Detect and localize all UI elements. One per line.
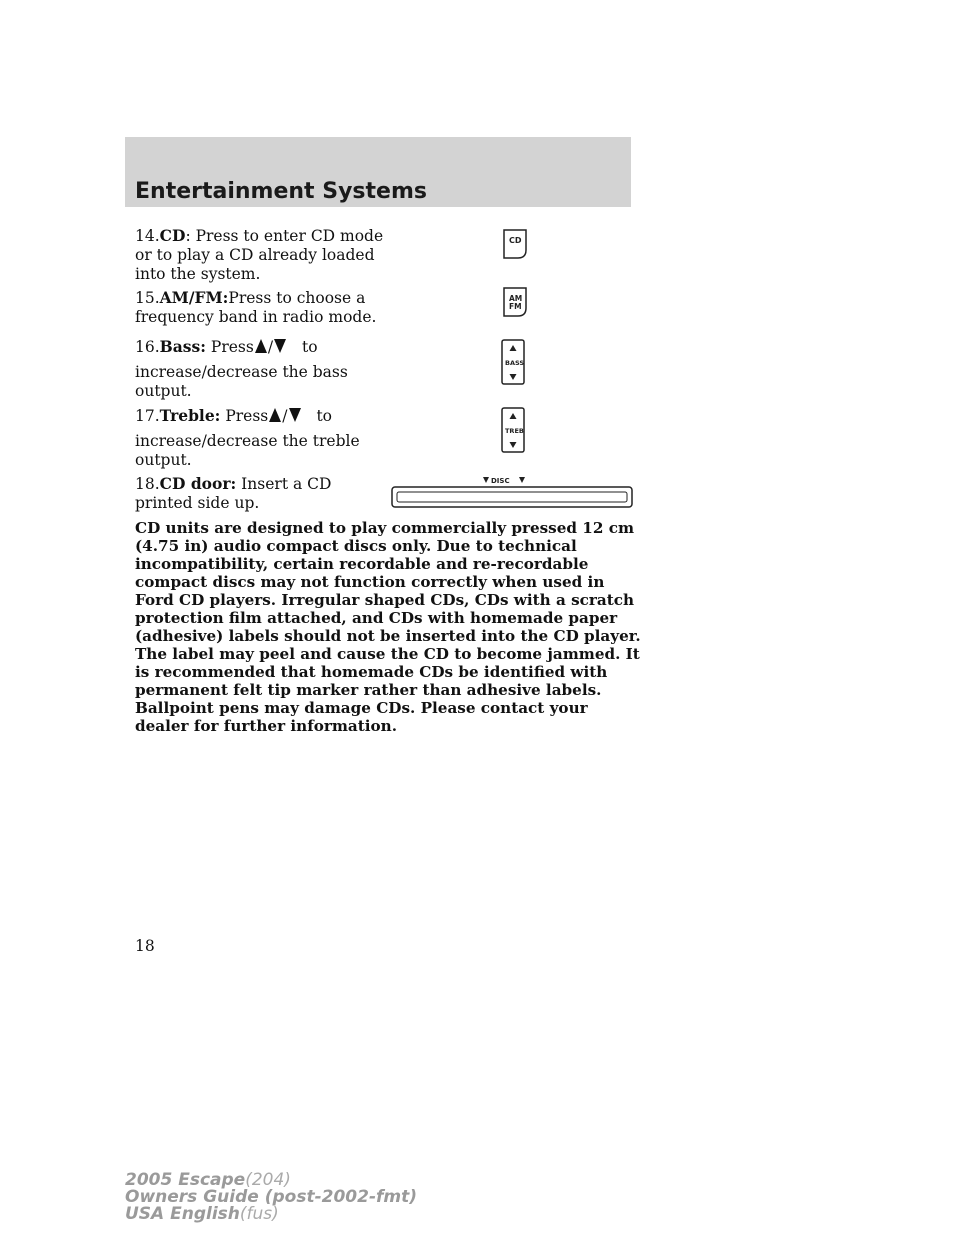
slash: /	[282, 407, 288, 425]
item-label: Bass:	[159, 337, 206, 356]
page-number: 18	[135, 937, 155, 955]
item-text: increase/decrease the bass output.	[135, 363, 348, 400]
cd-compatibility-note: CD units are designed to play commercially pressed 12 cm (4.75 in) audio compact discs only. Due to technical incompatibility, certain recordable and re-recordable compact discs may not function correctly when used in Ford CD players. Irregular shaped CDs, CDs with a scratch protection film attached, and CDs with homemade paper (adhesive) labels should not be inserted into the CD player. The label may peel and cause the CD to become jammed. It is recommended that homemade CDs be identified with permanent felt tip marker rather than adhesive labels. Ballpoint pens may damage CDs. Please contact your dealer for further information.	[135, 519, 641, 735]
cd-button-label: CD	[509, 236, 522, 245]
item-label: CD door:	[159, 474, 237, 493]
amfm-label-fm: FM	[509, 302, 522, 311]
footer-language-code: (fus)	[239, 1204, 279, 1224]
amfm-label-am: AM	[509, 294, 523, 303]
arrow-up-icon	[254, 338, 268, 354]
item-number: 14.	[135, 227, 160, 245]
disc-label: DISC	[491, 477, 510, 485]
item-text: increase/decrease the treble output.	[135, 432, 360, 469]
footer-model: 2005 Escape	[125, 1170, 246, 1190]
item-amfm	[135, 288, 385, 327]
item-cd-door	[135, 474, 385, 513]
item-number: 16.	[135, 338, 160, 356]
amfm-button-icon	[502, 286, 528, 318]
item-number: 18.	[135, 475, 160, 493]
item-cd	[135, 226, 385, 284]
to-word: to	[302, 338, 318, 356]
arrow-down-icon	[288, 407, 302, 423]
document-footer	[125, 1172, 417, 1223]
item-bass	[135, 337, 385, 401]
item-text: : Press to enter CD mode or to play a CD already loaded into the system.	[135, 227, 384, 283]
item-number: 15.	[135, 289, 160, 307]
cd-button-icon	[502, 228, 528, 260]
slash: /	[267, 338, 274, 356]
footer-language: USA English	[125, 1204, 240, 1224]
arrow-up-icon	[268, 407, 282, 423]
item-text: Press to choose a frequency band in radio mode.	[135, 289, 377, 326]
item-label: CD	[159, 226, 186, 245]
item-text: Insert a CD printed side up.	[135, 475, 332, 512]
item-label: AM/FM:	[159, 288, 229, 307]
bass-label: BASS	[505, 359, 525, 367]
section-header	[125, 137, 631, 207]
section-title: Entertainment Systems	[135, 179, 427, 204]
item-number: 17.	[135, 407, 160, 425]
item-treble	[135, 406, 385, 470]
footer-model-code: (204)	[245, 1170, 291, 1190]
press-word: Press	[210, 338, 254, 356]
footer-guide-format: Owners Guide (post-2002-fmt)	[125, 1187, 418, 1207]
cd-door-slot-icon	[390, 474, 634, 510]
treble-label: TREB	[505, 427, 524, 435]
treble-rocker-icon	[500, 406, 526, 454]
to-word: to	[316, 407, 332, 425]
press-word: Press	[225, 407, 269, 425]
bass-rocker-icon	[500, 338, 526, 386]
item-label: Treble:	[159, 406, 221, 425]
arrow-down-icon	[273, 338, 287, 354]
